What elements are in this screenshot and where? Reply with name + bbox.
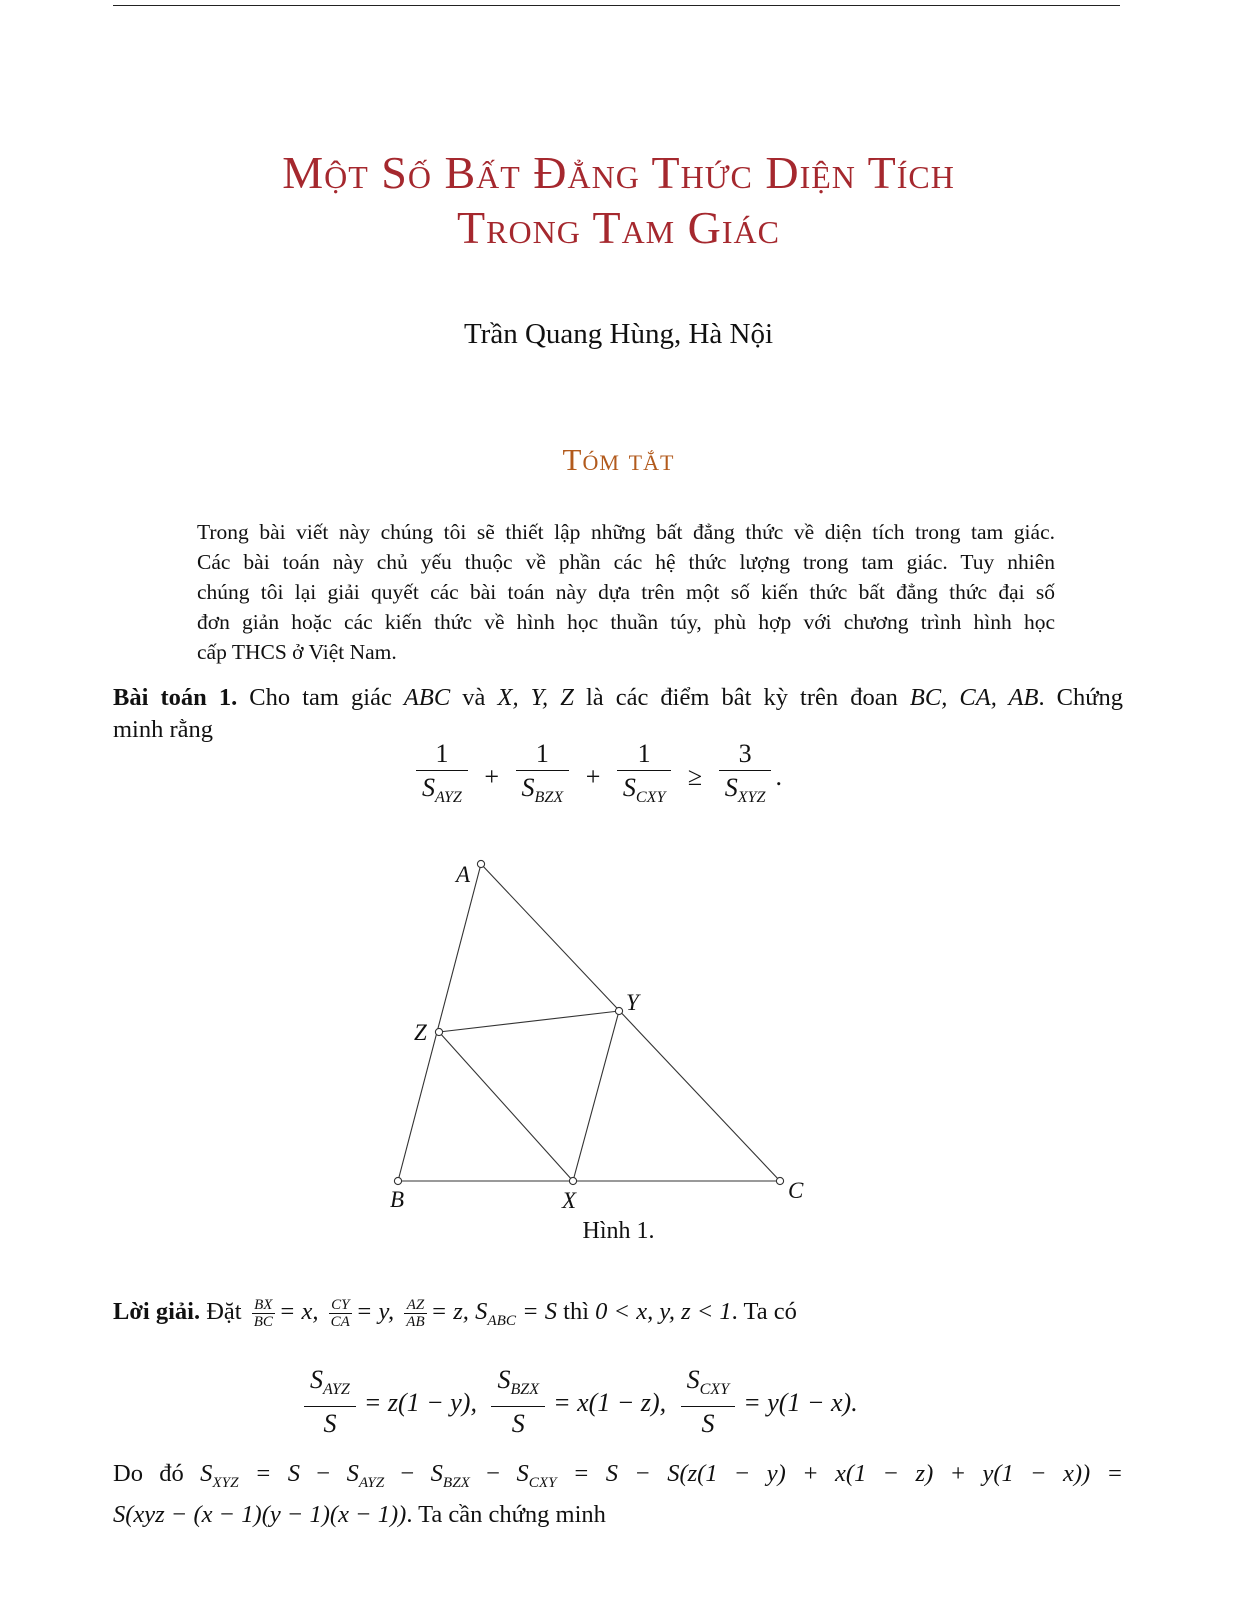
minus-sign: −	[486, 1460, 501, 1487]
problem-label: Bài toán 1.	[113, 684, 238, 711]
point-z	[435, 1028, 442, 1035]
solution-text: thì	[563, 1298, 590, 1325]
subscript: BZX	[510, 1381, 540, 1399]
geq-sign: ≥	[687, 761, 703, 791]
numerator: BX	[252, 1297, 275, 1314]
math-eq: = y,	[355, 1298, 395, 1325]
segment-zy	[439, 1011, 619, 1032]
s-symbol: S	[521, 773, 535, 802]
subscript: BZX	[534, 789, 564, 807]
math-xyz: X, Y, Z	[497, 684, 574, 711]
subscript: XYZ	[212, 1473, 239, 1491]
abstract-line: Trong bài viết này chúng tôi sẽ thiết lập những bất đẳng thức về diện tích trong tam giác.	[197, 520, 1055, 544]
subscript: CXY	[699, 1381, 730, 1399]
subscript: AYZ	[358, 1473, 385, 1491]
abstract-line: chúng tôi lại giải quyết các bài toán này dựa trên một số kiến thức bất đẳng thức đại số	[197, 580, 1055, 604]
ratio-az-ab	[404, 1297, 426, 1330]
math-sides: BC, CA, AB	[909, 684, 1039, 711]
ratio-ayz	[304, 1364, 356, 1441]
denominator: S	[701, 1409, 715, 1439]
s-symbol: S	[724, 773, 738, 802]
math-s: S	[200, 1460, 213, 1487]
problem-text: . Chứng	[1038, 684, 1124, 711]
ratio-cy-ca	[329, 1297, 352, 1330]
subscript: XYZ	[737, 789, 766, 807]
ratio-formula	[300, 1364, 862, 1441]
conclusion-text: . Ta cần chứng minh	[406, 1500, 606, 1528]
label-c: C	[788, 1178, 804, 1203]
point-x	[569, 1177, 576, 1184]
denominator: S	[323, 1409, 337, 1439]
denominator: BC	[253, 1313, 273, 1330]
denominator: AB	[406, 1313, 425, 1330]
abstract-line: đơn giản hoặc các kiến thức về hình học thuần túy, phù hợp với chương trình hình học	[197, 610, 1055, 634]
problem-line-2: minh rằng	[113, 716, 214, 743]
subscript: ABC	[487, 1311, 516, 1329]
ratio-bzx	[491, 1364, 545, 1441]
math-expression: = S − S(z(1 − y) + x(1 − z) + y(1 − x)) =	[572, 1460, 1124, 1487]
math-rhs: = y(1 − x).	[743, 1387, 858, 1417]
math-eq: = S	[522, 1298, 558, 1325]
math-expression: S(xyz − (x − 1)(y − 1)(x − 1))	[113, 1500, 407, 1528]
ratio-bx-bc	[252, 1297, 275, 1330]
plus-sign: +	[484, 761, 500, 791]
author: Trần Quang Hùng, Hà Nội	[463, 318, 774, 350]
period: .	[775, 761, 782, 791]
abstract-heading: Tóm tắt	[562, 442, 675, 477]
side-ca	[481, 864, 780, 1181]
conclusion-text: Do đó	[113, 1460, 184, 1487]
math-rhs: = x(1 − z),	[553, 1387, 667, 1417]
point-c	[776, 1177, 783, 1184]
s-symbol: S	[497, 1365, 511, 1394]
math-s: S	[287, 1460, 301, 1487]
numerator: 3	[719, 738, 772, 771]
point-y	[615, 1007, 622, 1014]
math-s: S	[475, 1298, 488, 1325]
subscript: AYZ	[435, 789, 462, 807]
label-x: X	[562, 1188, 577, 1213]
problem-text: là các điểm bât kỳ trên đoan	[585, 684, 898, 711]
label-a: A	[456, 862, 471, 887]
figure-caption: Hình 1.	[582, 1218, 655, 1244]
s-symbol: S	[310, 1365, 323, 1394]
numerator: AZ	[404, 1297, 426, 1314]
conclusion: Do đó $S_{XYZ} = S - S_{AYZ} - S_{BZX} - S_{CXY} = S - S(z(1 - y) + x(1 - z) + y(1 - x))$ = S(xyz − (x − 1)(y − 1)(x − 1)). Ta cần chứng minh	[113, 1460, 1124, 1528]
point-b	[394, 1177, 401, 1184]
label-z: Z	[414, 1020, 427, 1045]
math-eq: = x,	[278, 1298, 319, 1325]
numerator	[491, 1364, 545, 1407]
abstract-line: Các bài toán này chủ yếu thuộc về phần các hệ thức lượng trong tam giác. Tuy nhiên	[197, 550, 1055, 574]
side-ab	[398, 864, 481, 1181]
denominator: CA	[330, 1313, 350, 1330]
paper-title-line-1: Một Số Bất Đẳng Thức Diện Tích	[282, 147, 955, 198]
math-rhs: = z(1 − y),	[363, 1387, 477, 1417]
s-symbol: S	[422, 773, 435, 802]
minus-sign: −	[400, 1460, 415, 1487]
subscript: AYZ	[323, 1381, 350, 1399]
minus-sign: −	[316, 1460, 331, 1487]
numerator: 1	[516, 738, 570, 771]
problem-text: và	[462, 684, 486, 711]
numerator: CY	[329, 1297, 352, 1314]
solution-text: . Ta có	[731, 1298, 797, 1325]
segment-zx	[439, 1032, 573, 1181]
numerator	[681, 1364, 736, 1407]
math-s: S	[516, 1460, 529, 1487]
subscript: CXY	[528, 1473, 557, 1491]
plus-sign: +	[585, 761, 601, 791]
solution-text: Đặt	[206, 1298, 242, 1325]
abstract-line: cấp THCS ở Việt Nam.	[197, 640, 397, 664]
math-s: S	[430, 1460, 443, 1487]
s-symbol: S	[686, 1365, 700, 1394]
label-y: Y	[626, 990, 639, 1015]
denominator: S	[511, 1409, 525, 1439]
segment-yx	[573, 1011, 619, 1181]
solution-intro	[113, 1292, 1123, 1341]
problem-text: Cho tam giác	[249, 684, 392, 711]
s-symbol: S	[622, 773, 636, 802]
numerator: 1	[416, 738, 468, 771]
ratio-cxy	[681, 1364, 736, 1441]
point-a	[477, 860, 484, 867]
math-abc: ABC	[403, 684, 451, 711]
numerator: 1	[617, 738, 672, 771]
numerator	[304, 1364, 356, 1407]
subscript: CXY	[635, 789, 666, 807]
math-eq: = z,	[430, 1298, 469, 1325]
label-b: B	[390, 1187, 405, 1212]
math-s: S	[346, 1460, 359, 1487]
paper-title-line-2: Trong Tam Giác	[457, 202, 780, 253]
math-range: 0 < x, y, z < 1	[595, 1298, 732, 1325]
solution-label: Lời giải.	[113, 1298, 201, 1325]
subscript: BZX	[442, 1473, 470, 1491]
